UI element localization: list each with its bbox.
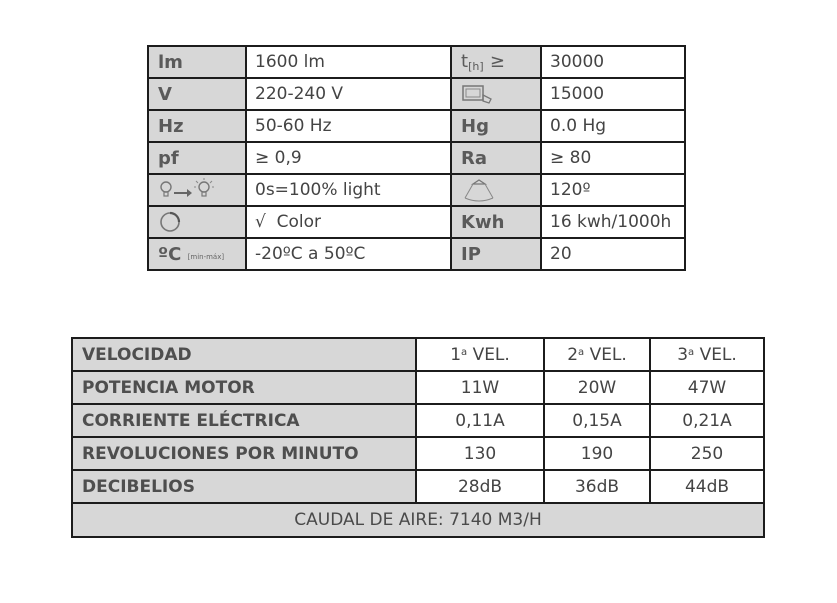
- spec-value: 0.0 Hg: [541, 110, 685, 142]
- spec-key: V: [148, 78, 246, 110]
- table-row: [148, 46, 685, 78]
- spec-value: -20ºC a 50ºC: [246, 238, 451, 270]
- spec-key-lifetime: [451, 46, 541, 78]
- spec-key-warmup: [148, 174, 246, 206]
- table-row: [148, 78, 685, 110]
- spec-key-beam: [451, 174, 541, 206]
- spec-key: Hz: [148, 110, 246, 142]
- table-cell: 0,11A: [416, 404, 544, 437]
- table-cell: 47W: [650, 371, 764, 404]
- airflow-footer: CAUDAL DE AIRE: 7140 M3/H: [72, 503, 764, 537]
- table-cell: 0,21A: [650, 404, 764, 437]
- spec-value: 16 kwh/1000h: [541, 206, 685, 238]
- spec-value: 15000: [541, 78, 685, 110]
- table-cell: 44dB: [650, 470, 764, 503]
- spec-value: 20: [541, 238, 685, 270]
- row-label: REVOLUCIONES POR MINUTO: [72, 437, 416, 470]
- motor-spec-table: [71, 337, 765, 538]
- color-label: Color: [276, 212, 322, 232]
- spec-value: 1600 lm: [246, 46, 451, 78]
- table-cell: 36dB: [544, 470, 650, 503]
- lifetime-symbol: t: [461, 51, 469, 72]
- speed-3-header: 3$^a$ VEL.: [650, 338, 764, 371]
- speed-2-header: 2$^a$ VEL.: [544, 338, 650, 371]
- table-row: [72, 437, 764, 470]
- spec-key: IP: [451, 238, 541, 270]
- spec-key-temperature: [148, 238, 246, 270]
- spec-value: 120º: [541, 174, 685, 206]
- table-row: [148, 142, 685, 174]
- check-mark: √: [255, 212, 266, 232]
- spec-value: ≥ 0,9: [246, 142, 451, 174]
- spec-key: Ra: [451, 142, 541, 174]
- temperature-symbol: ºC: [158, 243, 182, 265]
- lamp-spec-table: [147, 45, 686, 271]
- spec-value: ≥ 80: [541, 142, 685, 174]
- spec-key-dimmable: [148, 206, 246, 238]
- spec-value: 0s=100% light: [246, 174, 451, 206]
- table-row: [148, 206, 685, 238]
- spec-value-color: [246, 206, 451, 238]
- switch-cycles-icon: [461, 83, 540, 105]
- temperature-range-label: [min-máx]: [187, 252, 225, 261]
- table-row: [72, 371, 764, 404]
- row-label: POTENCIA MOTOR: [72, 371, 416, 404]
- table-footer-row: [72, 503, 764, 537]
- table-row: [148, 174, 685, 206]
- table-cell: 0,15A: [544, 404, 650, 437]
- beam-angle-icon: [461, 178, 540, 202]
- spec-value: 50-60 Hz: [246, 110, 451, 142]
- gte-symbol: ≥: [489, 51, 505, 72]
- warm-up-bulbs-icon: [158, 178, 245, 202]
- header-label: VELOCIDAD: [72, 338, 416, 371]
- table-row: [148, 238, 685, 270]
- table-cell: 250: [650, 437, 764, 470]
- row-label: DECIBELIOS: [72, 470, 416, 503]
- table-cell: 190: [544, 437, 650, 470]
- table-row: [72, 404, 764, 437]
- table-cell: 11W: [416, 371, 544, 404]
- spec-value: 30000: [541, 46, 685, 78]
- speed-1-header: 1$^a$ VEL.: [416, 338, 544, 371]
- dimmable-circle-icon: [158, 210, 245, 234]
- spec-key: Kwh: [451, 206, 541, 238]
- spec-key-switch: [451, 78, 541, 110]
- spec-key: lm: [148, 46, 246, 78]
- table-cell: 130: [416, 437, 544, 470]
- table-header-row: [72, 338, 764, 371]
- spec-key: pf: [148, 142, 246, 174]
- table-row: [148, 110, 685, 142]
- spec-value: 220-240 V: [246, 78, 451, 110]
- lifetime-unit: [h]: [468, 60, 484, 73]
- row-label: CORRIENTE ELÉCTRICA: [72, 404, 416, 437]
- spec-key: Hg: [451, 110, 541, 142]
- table-cell: 28dB: [416, 470, 544, 503]
- table-row: [72, 470, 764, 503]
- table-cell: 20W: [544, 371, 650, 404]
